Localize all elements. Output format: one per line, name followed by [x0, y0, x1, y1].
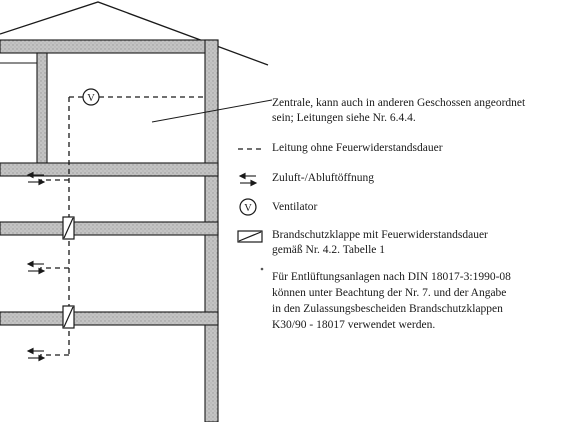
note-marker: [261, 268, 264, 271]
roof-slab: [0, 40, 218, 53]
legend-opening-icon: [240, 174, 256, 186]
legend-damper-icon: [238, 231, 262, 242]
floor-slab-3: [0, 312, 218, 325]
fire-damper-1: [63, 217, 74, 239]
fire-damper-2: [63, 306, 74, 328]
note-line-1: Für Entlüftungsanlagen nach DIN 18017-3:1990-08: [272, 271, 511, 283]
legend-fan-letter: V: [244, 203, 252, 214]
callout-text-line-1: Zentrale, kann auch in anderen Geschossen angeordnet: [272, 97, 526, 109]
shaft-wall: [37, 53, 47, 163]
note-line-4: K30/90 - 18017 verwendet werden.: [272, 319, 436, 331]
legend-damper-label-line-2: gemäß Nr. 4.2. Tabelle 1: [272, 244, 385, 256]
legend-damper-label-line-1: Brandschutzklappe mit Feuerwiderstandsdauer: [272, 229, 488, 241]
note-line-2: können unter Beachtung der Nr. 7. und der Angabe: [272, 287, 507, 299]
note-line-3: in den Zulassungsbescheiden Brandschutzklappen: [272, 303, 503, 315]
legend-opening-label: Zuluft-/Abluftöffnung: [272, 172, 374, 184]
openings: [28, 173, 44, 361]
floor-slab-2: [0, 222, 218, 235]
legend-fan-label: Ventilator: [272, 201, 318, 213]
fan-letter-diagram: V: [87, 93, 95, 104]
legend-duct-label: Leitung ohne Feuerwiderstandsdauer: [272, 142, 443, 154]
callout-text-line-2: sein; Leitungen siehe Nr. 6.4.4.: [272, 112, 416, 124]
